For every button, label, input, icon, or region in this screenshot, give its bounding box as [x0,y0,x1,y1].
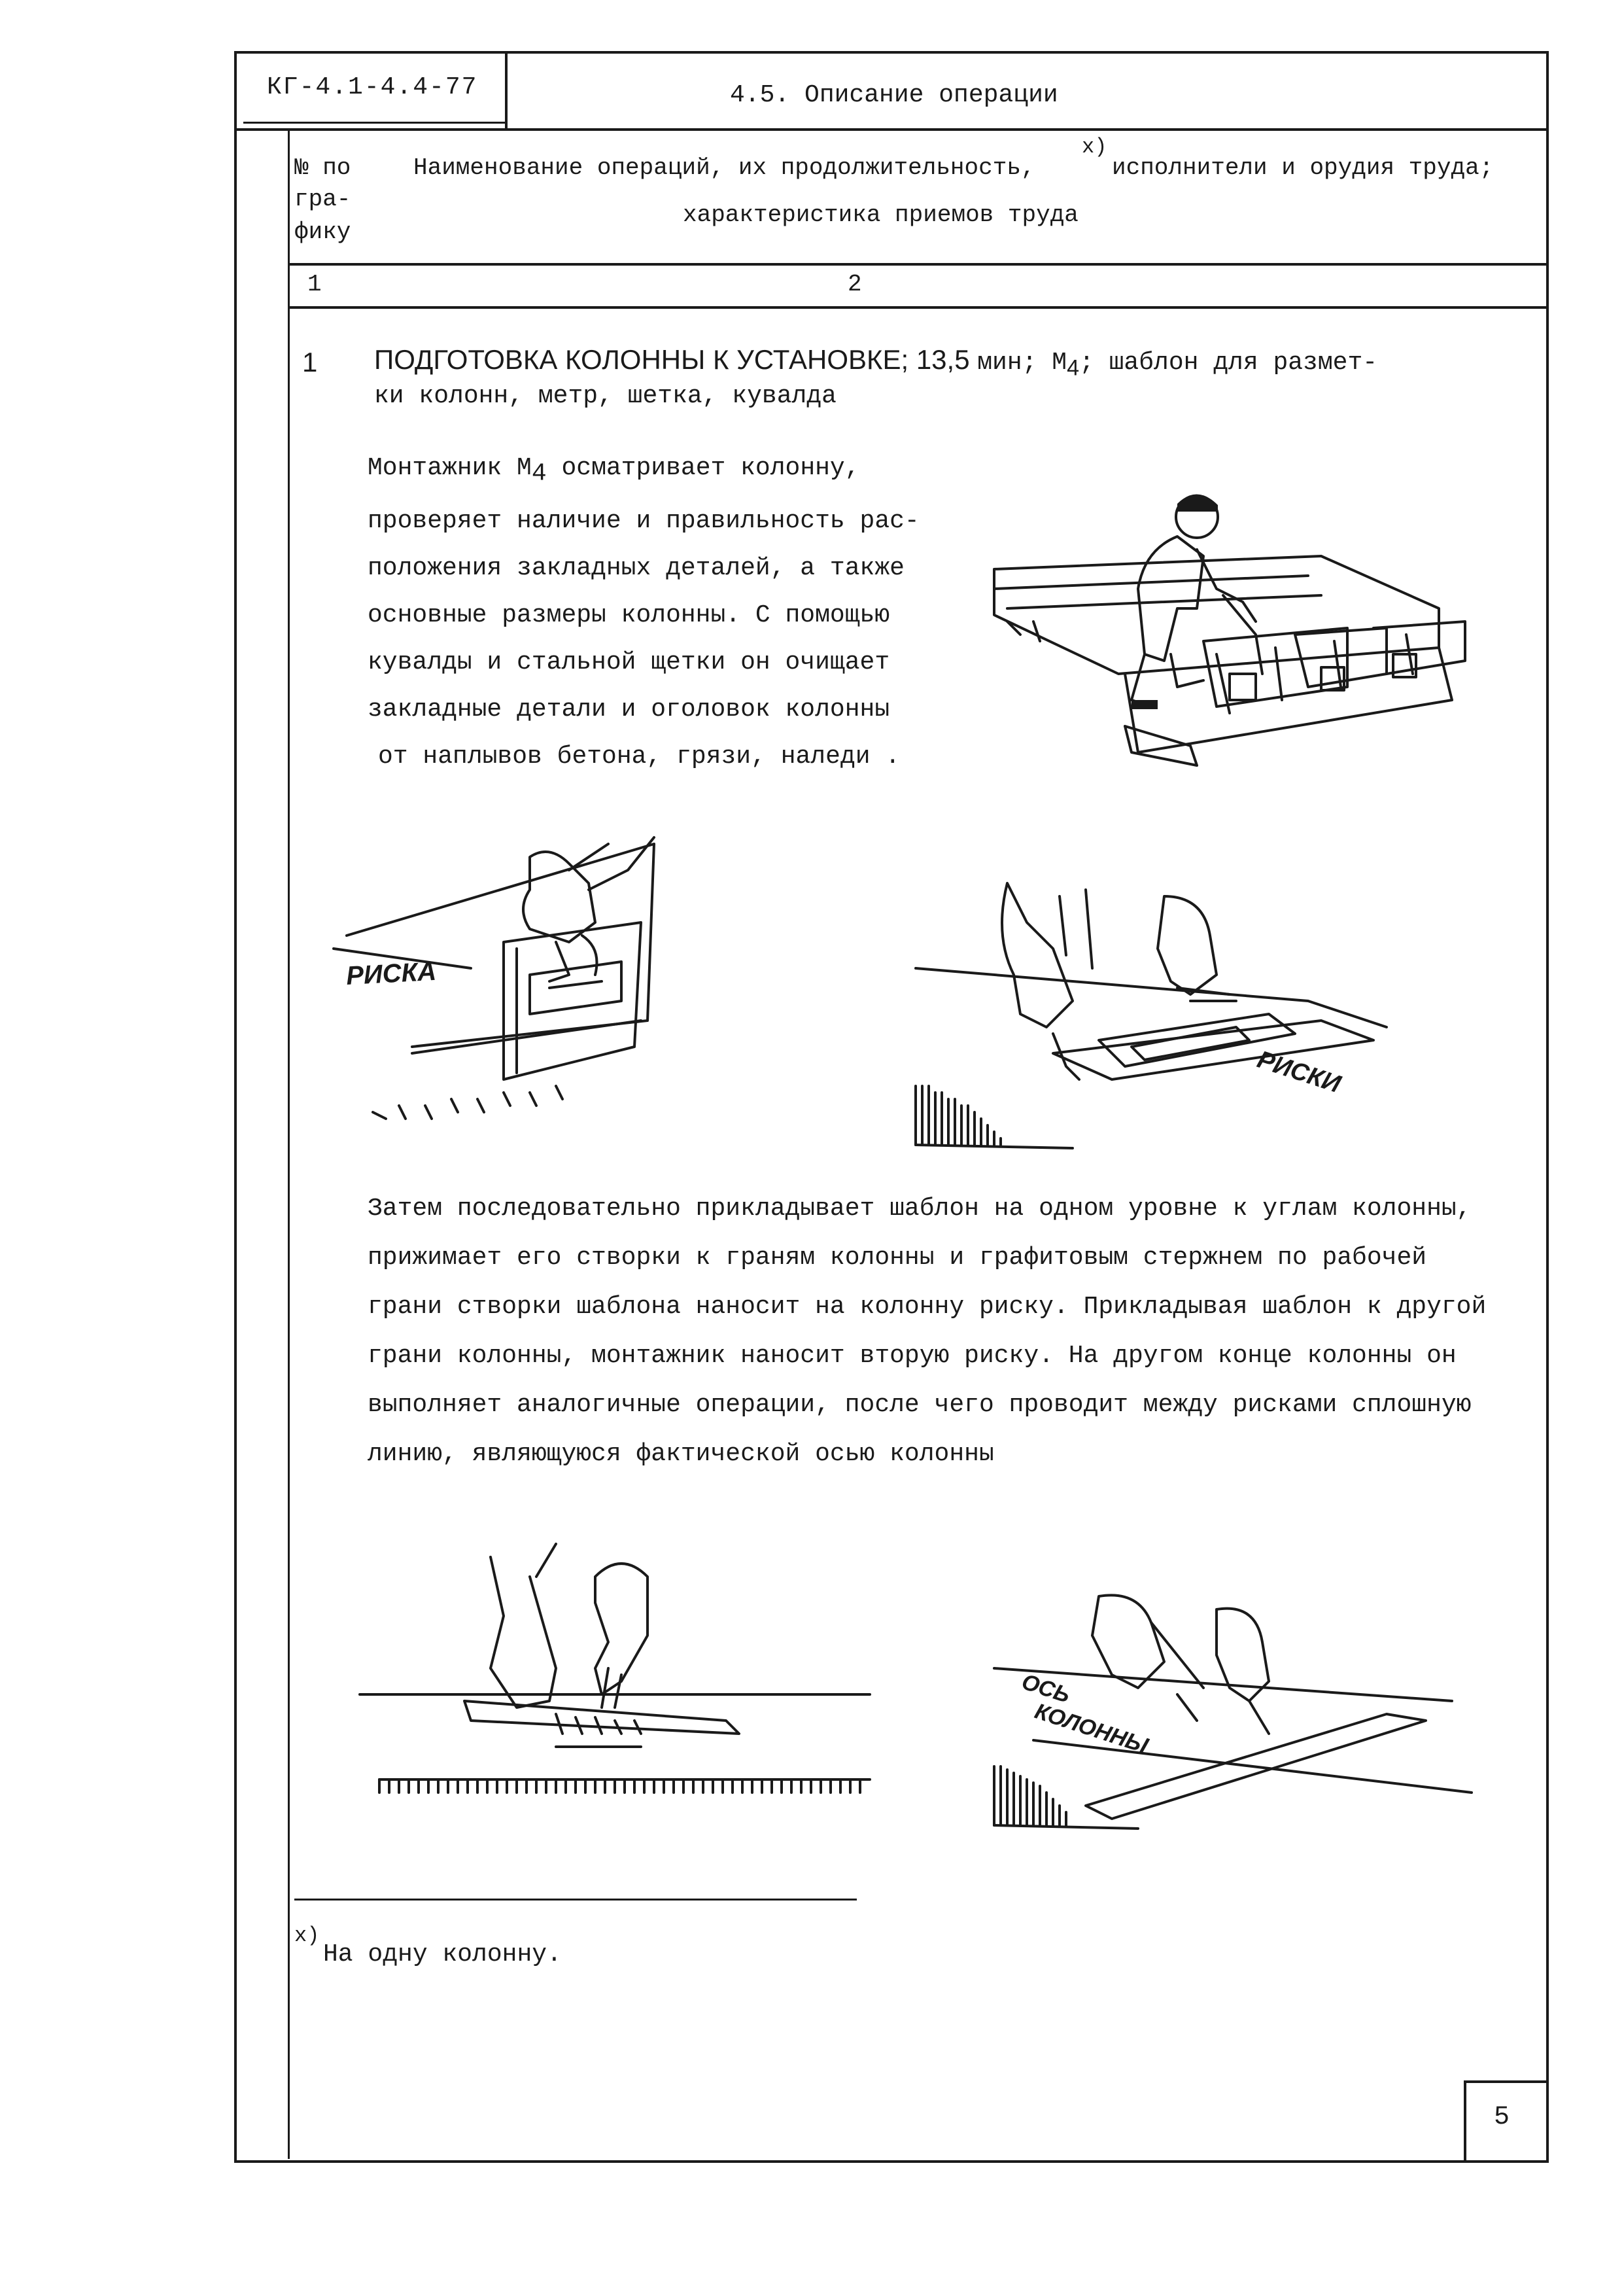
col2-number: 2 [848,271,862,298]
paragraph-2-line: выполняет аналогичные операции, после чего проводит между рисками сплошную [368,1391,1472,1419]
paragraph-2-line: грани створки шаблона наносит на колонну риску. Прикладывая шаблон к другой [368,1293,1487,1321]
paragraph-1 [368,445,943,780]
footnote-mark: x) [294,1923,320,1948]
col2-footnote-mark: x) [1082,135,1107,159]
paragraph-2-line: прижимает его створки к граням колонны и графитовым стержнем по рабочей [368,1244,1427,1272]
figure-template-riski [903,870,1413,1151]
footnote-separator [294,1899,857,1901]
paragraph-1-line: основные размеры колонны. С помощью [368,601,890,629]
figure-worker-inspecting-columns [981,478,1517,785]
axis-label-a: ОСЬ [1018,1669,1073,1708]
frame-top [234,51,1549,54]
paragraph-2-line: грани колонны, монтажник наносит вторую риску. На другом конце колонны он [368,1342,1457,1370]
operation-title-b: ; шаблон для размет- [1079,349,1378,377]
pagebox-top [1464,2080,1549,2083]
paragraph-2-line: линию, являющуюся фактической осью колонны [368,1440,994,1468]
frame-bottom [234,2160,1549,2163]
operation-number: 1 [302,347,318,377]
col1-header-line3: фику [294,219,351,245]
page-number: 5 [1494,2103,1510,2132]
col2-header-line1b: исполнители и орудия труда; [1112,154,1494,181]
figure-template-riska [334,831,778,1119]
paragraph-1-line1: Монтажник $М_4$ осматривает колонну, [368,454,860,488]
col1-header-line1: № по [294,154,351,181]
operation-title-line2: ки колонн, метр, шетка, кувалда [374,382,837,410]
operation-title-unit: мин; М [977,349,1067,377]
paragraph-2 [368,1184,1545,1479]
paragraph-1-line: от наплывов бетона, грязи, наледи . [378,742,901,771]
footnote-text: На одну колонну. [323,1940,562,1969]
paragraph-1-line: закладные детали и оголовок колонны [368,695,890,724]
operation-title [374,344,1377,381]
col2-header-line1a: Наименование операций, их продолжительность, [413,154,1035,181]
paragraph-2-line: Затем последовательно прикладывает шаблон на одном уровне к углам колонны, [368,1195,1472,1223]
frame-left [234,51,237,2163]
col-divider-left [288,131,290,2159]
figure-hands-ruler [360,1537,883,1812]
document-code: КГ-4.1-4.4-77 [267,73,478,101]
col1-number: 1 [307,271,322,298]
operation-title-sub: 4 [1067,355,1079,381]
numrow-bottom [288,306,1549,309]
paragraph-1-line: проверяет наличие и правильность рас- [368,506,920,535]
section-title: 4.5. Описание операции [730,81,1058,109]
code-box-right [505,54,508,128]
col2-header-line2: характеристика приемов труда [683,201,1079,228]
frame-right [1546,51,1549,2163]
colhead-bottom [288,263,1549,266]
code-box-bottom [243,122,505,124]
pagebox-left [1464,2080,1466,2163]
axis-label-b: КОЛОННЫ [1031,1698,1151,1759]
col1-header-line2: гра- [294,186,351,213]
figure-column-axis [981,1583,1491,1832]
header-bottom [234,128,1549,131]
paragraph-1-line: кувалды и стальной щетки он очищает [368,648,890,676]
riski-label: РИСКИ [1254,1045,1344,1098]
paragraph-1-line: положения закладных деталей, а также [368,553,905,582]
riska-label: РИСКА [345,956,438,990]
operation-title-a: ПОДГОТОВКА КОЛОННЫ К УСТАНОВКЕ; 13,5 [374,344,970,375]
